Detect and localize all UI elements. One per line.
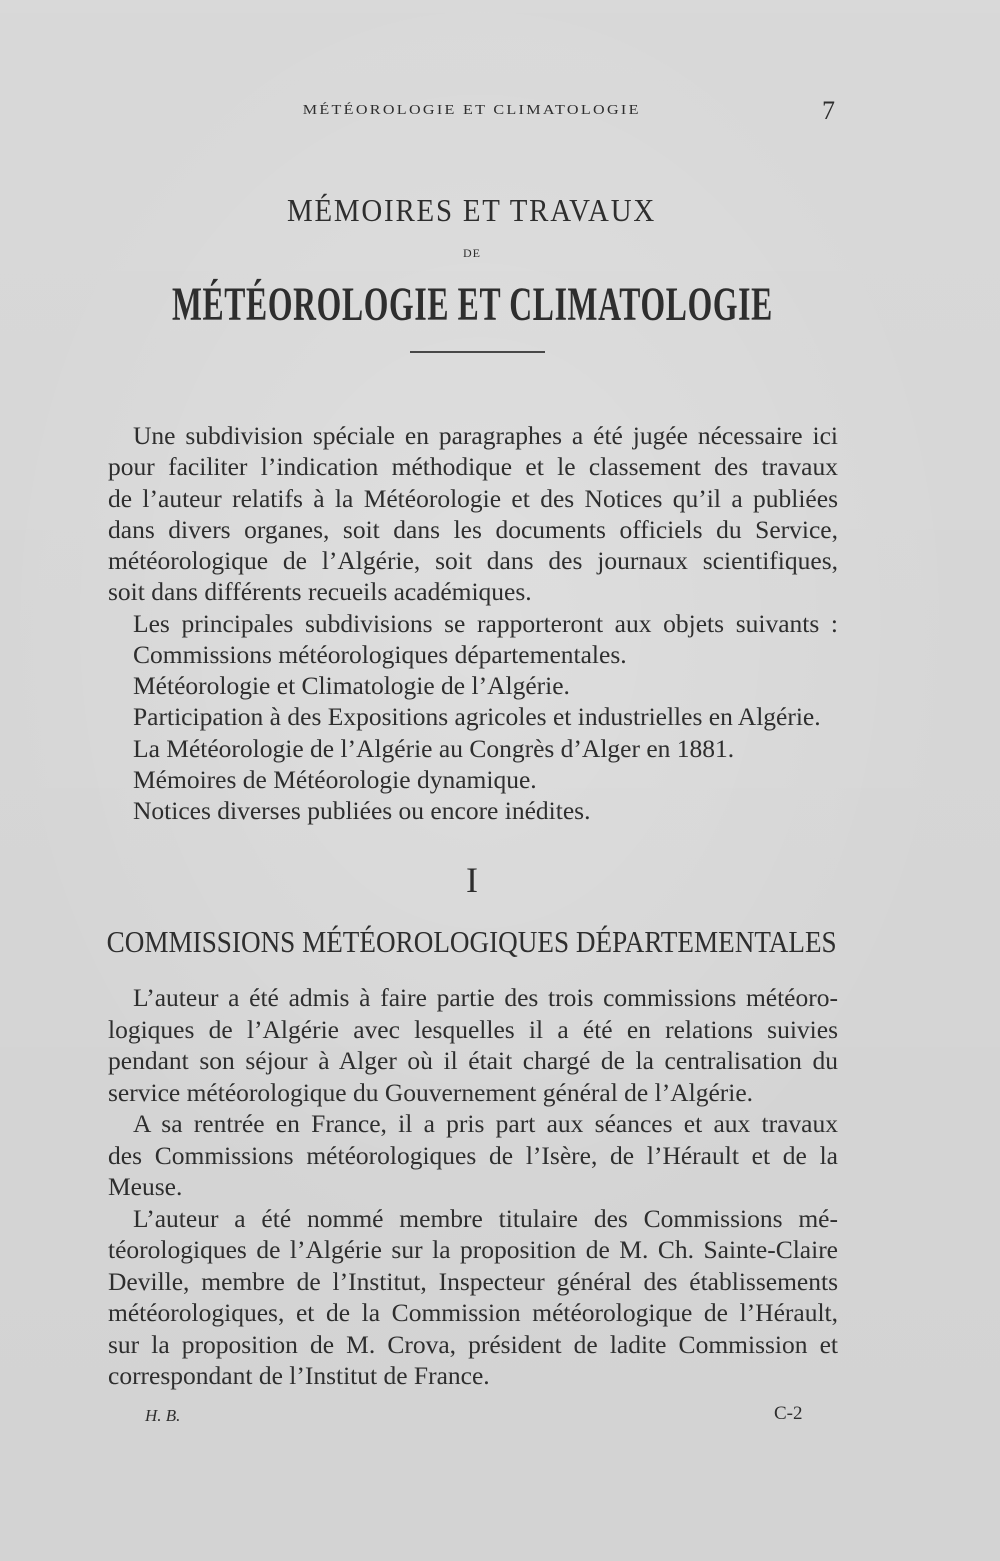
subdivision-item: Commissions météorologiques départementales. (133, 639, 627, 669)
subdivision-item: Météorologie et Climatologie de l’Algérie. (133, 671, 570, 700)
page-number: 7 (822, 96, 835, 125)
subdivision-item: La Météorologie de l’Algérie au Congrès d’Alger en 1881. (133, 733, 735, 763)
body-line: téorologiques de l’Algérie sur la proposition de M. Ch. Sainte-Claire (108, 1235, 838, 1264)
author-initials: H. B. (145, 1406, 181, 1425)
body-line: correspondant de l’Institut de France. (108, 1361, 490, 1390)
body-line: sur la proposition de M. Crova, président de ladite Commission et (108, 1329, 838, 1359)
body-line: météorologique de l’Algérie, soit dans des journaux scientifiques, (108, 546, 838, 575)
body-line: Une subdivision spéciale en paragraphes a été jugée nécessaire ici (133, 421, 838, 450)
body-line: pour faciliter l’indication méthodique et le classement des travaux (108, 452, 838, 482)
subdivision-item: Mémoires de Météorologie dynamique. (133, 764, 537, 794)
body-line: dans divers organes, soit dans les documents officiels du Service, (108, 514, 838, 544)
body-line: météorologiques, et de la Commission météorologique de l’Hérault, (108, 1298, 838, 1327)
title-connector: DE (463, 246, 481, 260)
section-paragraph (108, 1203, 838, 1392)
memoir-title-row (0, 191, 944, 229)
running-header (0, 102, 944, 120)
intro-text (108, 420, 838, 826)
body-line: service météorologique du Gouvernement général de l’Algérie. (108, 1077, 754, 1107)
body-line: A sa rentrée en France, il a pris part aux séances et aux travaux (133, 1109, 838, 1138)
body-line: Meuse. (108, 1172, 183, 1201)
section-paragraph (108, 1108, 838, 1203)
body-line: Deville, membre de l’Institut, Inspecteur général des établissements (108, 1266, 838, 1296)
section-numeral-row (0, 860, 944, 900)
sheet-signature-mark: C-2 (774, 1403, 803, 1424)
running-header-title: MÉTÉOROLOGIE ET CLIMATOLOGIE (302, 103, 641, 118)
section-heading: COMMISSIONS MÉTÉOROLOGIQUES DÉPARTEMENTALES (107, 924, 837, 959)
section-paragraph (108, 982, 838, 1108)
body-line: de l’auteur relatifs à la Météorologie et des Notices qu’il a publiées (108, 483, 838, 513)
discipline-title: MÉTÉOROLOGIE ET CLIMATOLOGIE (171, 278, 773, 331)
list-lead-line: Les principales subdivisions se rapporteront aux objets suivants : (133, 608, 838, 638)
title-connector-row (0, 245, 944, 261)
subdivision-item: Notices diverses publiées ou encore inédites. (133, 796, 591, 825)
section-heading-row (0, 924, 944, 960)
subdivision-item: Participation à des Expositions agricoles et industrielles en Algérie. (133, 702, 821, 732)
title-rule (410, 351, 545, 353)
subdivision-list (108, 639, 838, 827)
section-text (108, 982, 838, 1392)
discipline-title-row (0, 277, 944, 333)
intro-paragraph (108, 420, 838, 608)
body-line: L’auteur a été nommé membre titulaire des Commissions mé- (133, 1203, 838, 1233)
memoir-title: MÉMOIRES ET TRAVAUX (287, 192, 657, 228)
body-line: des Commissions météorologiques de l’Isère, de l’Hérault et de la (108, 1140, 838, 1170)
body-line: logiques de l’Algérie avec lesquelles il a été en relations suivies (108, 1014, 838, 1044)
body-line: soit dans différents recueils académiques. (108, 577, 532, 607)
body-line: pendant son séjour à Alger où il était chargé de la centralisation du (108, 1046, 838, 1075)
section-numeral: I (466, 860, 478, 900)
body-line: L’auteur a été admis à faire partie des trois commissions météoro- (133, 983, 838, 1012)
